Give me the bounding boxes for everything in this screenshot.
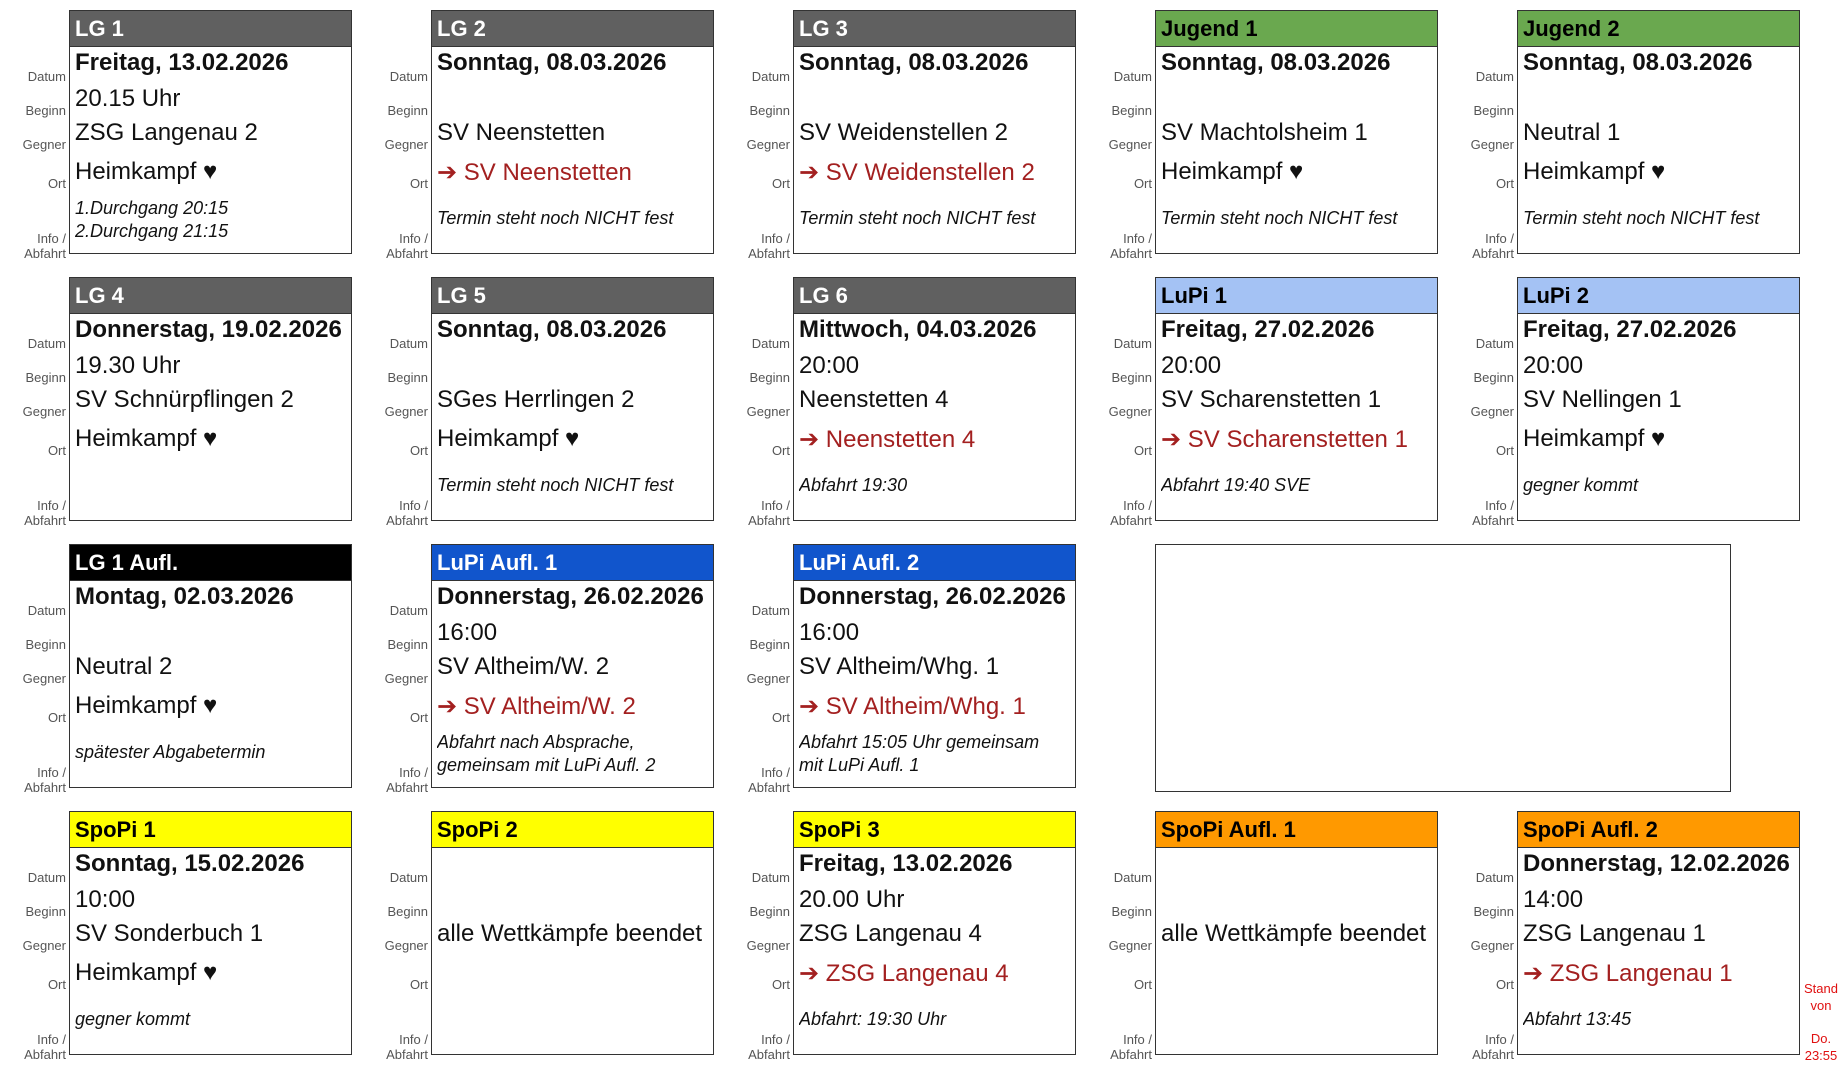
- label-beginn: Beginn: [749, 904, 790, 919]
- match-opponent: Neutral 2: [75, 653, 173, 680]
- match-opponent: Neutral 1: [1523, 119, 1621, 146]
- match-location: ➔ SV Scharenstetten 1: [1161, 426, 1408, 453]
- label-info: Info /: [761, 231, 790, 246]
- match-info-line: Termin steht noch NICHT fest: [437, 208, 674, 228]
- label-info: Info /: [399, 1032, 428, 1047]
- match-opponent: SV Nellingen 1: [1523, 386, 1682, 413]
- label-ort: Ort: [47, 977, 66, 992]
- team-header: SpoPi Aufl. 1: [1156, 812, 1437, 848]
- label-abfahrt: Abfahrt: [24, 513, 66, 528]
- label-info: Info /: [1123, 498, 1152, 513]
- match-date: Freitag, 27.02.2026: [1161, 316, 1375, 343]
- label-datum: Datum: [1475, 336, 1514, 351]
- team-header: LG 6: [794, 278, 1075, 314]
- match-cell: [1086, 10, 1448, 261]
- match-info-line: Abfahrt: 19:30 Uhr: [799, 1009, 947, 1029]
- match-card: [431, 10, 714, 254]
- match-card: [1517, 10, 1800, 254]
- label-gegner: Gegner: [384, 671, 428, 686]
- match-opponent: ZSG Langenau 2: [75, 119, 258, 146]
- match-date: Sonntag, 15.02.2026: [75, 850, 305, 877]
- match-info: [1523, 474, 1795, 497]
- match-cell: [1086, 811, 1448, 1062]
- label-beginn: Beginn: [1473, 103, 1514, 118]
- label-gegner: Gegner: [1470, 938, 1514, 953]
- match-info: [799, 207, 1071, 230]
- match-date: Montag, 02.03.2026: [75, 583, 294, 610]
- match-location: ➔ Neenstetten 4: [799, 426, 976, 453]
- label-gegner: Gegner: [384, 137, 428, 152]
- team-header: Jugend 1: [1156, 11, 1437, 47]
- label-abfahrt: Abfahrt: [1472, 246, 1514, 261]
- match-location: ➔ ZSG Langenau 4: [799, 960, 1009, 987]
- schedule-grid: [0, 10, 1800, 1075]
- match-info: [1523, 207, 1795, 230]
- match-card: [1155, 811, 1438, 1055]
- match-start: 16:00: [799, 619, 860, 646]
- match-opponent: SV Machtolsheim 1: [1161, 119, 1368, 146]
- match-card: [1517, 277, 1800, 521]
- match-cell: [1086, 277, 1448, 528]
- match-card: [793, 811, 1076, 1055]
- team-header: LuPi Aufl. 1: [432, 545, 713, 581]
- match-info-line: Abfahrt 13:45: [1523, 1009, 1632, 1029]
- label-datum: Datum: [1113, 336, 1152, 351]
- match-cell: [724, 544, 1086, 795]
- match-date: Freitag, 13.02.2026: [799, 850, 1013, 877]
- match-cell: [1448, 811, 1810, 1062]
- match-start: 19.30 Uhr: [75, 352, 181, 379]
- match-card: [1155, 10, 1438, 254]
- match-card: [793, 544, 1076, 788]
- label-info: Info /: [761, 1032, 790, 1047]
- label-beginn: Beginn: [1473, 904, 1514, 919]
- team-header: LuPi 1: [1156, 278, 1437, 314]
- match-cell: [362, 811, 724, 1062]
- label-abfahrt: Abfahrt: [1110, 513, 1152, 528]
- match-opponent: SV Weidenstellen 2: [799, 119, 1009, 146]
- label-beginn: Beginn: [749, 637, 790, 652]
- label-ort: Ort: [1495, 977, 1514, 992]
- label-info: Info /: [761, 498, 790, 513]
- team-header: LG 3: [794, 11, 1075, 47]
- label-ort: Ort: [409, 176, 428, 191]
- match-cell: [0, 10, 362, 261]
- label-gegner: Gegner: [22, 404, 66, 419]
- match-info: [437, 731, 709, 777]
- label-info: Info /: [399, 231, 428, 246]
- label-beginn: Beginn: [25, 370, 66, 385]
- label-info: Info /: [37, 231, 66, 246]
- match-cell: [724, 811, 1086, 1062]
- match-date: Donnerstag, 12.02.2026: [1523, 850, 1790, 877]
- match-start: 20:00: [1161, 352, 1222, 379]
- match-date: Donnerstag, 19.02.2026: [75, 316, 342, 343]
- match-cell: [0, 277, 362, 528]
- label-info: Info /: [37, 1032, 66, 1047]
- label-beginn: Beginn: [749, 103, 790, 118]
- match-start: 14:00: [1523, 886, 1584, 913]
- label-gegner: Gegner: [1470, 137, 1514, 152]
- match-location: Heimkampf ♥: [75, 692, 218, 719]
- label-abfahrt: Abfahrt: [748, 246, 790, 261]
- match-info-line: Abfahrt 19:30: [799, 475, 908, 495]
- stand-timestamp: [1799, 980, 1843, 1014]
- label-gegner: Gegner: [22, 671, 66, 686]
- label-gegner: Gegner: [1470, 404, 1514, 419]
- label-beginn: Beginn: [387, 637, 428, 652]
- match-start: 20.15 Uhr: [75, 85, 181, 112]
- match-card: [431, 811, 714, 1055]
- label-gegner: Gegner: [1108, 938, 1152, 953]
- label-gegner: Gegner: [384, 938, 428, 953]
- label-abfahrt: Abfahrt: [1472, 513, 1514, 528]
- label-ort: Ort: [1133, 443, 1152, 458]
- stand-clock: 23:55: [1804, 1048, 1838, 1063]
- match-info-line: 1.Durchgang 20:15: [75, 198, 229, 218]
- match-card: [1155, 277, 1438, 521]
- label-abfahrt: Abfahrt: [1110, 246, 1152, 261]
- label-beginn: Beginn: [1111, 370, 1152, 385]
- match-location: Heimkampf ♥: [437, 425, 580, 452]
- match-card: [431, 277, 714, 521]
- label-datum: Datum: [1475, 870, 1514, 885]
- match-opponent: ZSG Langenau 1: [1523, 920, 1706, 947]
- team-header: LuPi Aufl. 2: [794, 545, 1075, 581]
- match-opponent: SV Schnürpflingen 2: [75, 386, 294, 413]
- label-ort: Ort: [47, 176, 66, 191]
- match-opponent: alle Wettkämpfe beendet: [437, 920, 703, 947]
- stand-time: [1799, 1030, 1843, 1064]
- match-cell: [1448, 10, 1810, 261]
- label-info: Info /: [37, 498, 66, 513]
- label-gegner: Gegner: [746, 671, 790, 686]
- match-date: Sonntag, 08.03.2026: [799, 49, 1029, 76]
- match-card: [793, 277, 1076, 521]
- match-date: Freitag, 27.02.2026: [1523, 316, 1737, 343]
- label-datum: Datum: [751, 69, 790, 84]
- label-info: Info /: [1485, 498, 1514, 513]
- match-cell: [0, 811, 362, 1062]
- label-info: Info /: [399, 498, 428, 513]
- label-abfahrt: Abfahrt: [748, 1047, 790, 1062]
- label-abfahrt: Abfahrt: [386, 1047, 428, 1062]
- label-datum: Datum: [27, 870, 66, 885]
- match-card: [69, 277, 352, 521]
- match-location: ➔ ZSG Langenau 1: [1523, 960, 1733, 987]
- label-gegner: Gegner: [22, 137, 66, 152]
- match-cell: [0, 544, 362, 795]
- label-datum: Datum: [751, 336, 790, 351]
- match-info-line: Termin steht noch NICHT fest: [1523, 208, 1760, 228]
- label-abfahrt: Abfahrt: [748, 513, 790, 528]
- match-location: Heimkampf ♥: [1161, 158, 1304, 185]
- label-gegner: Gegner: [746, 938, 790, 953]
- team-header: SpoPi 2: [432, 812, 713, 848]
- match-opponent: SV Neenstetten: [437, 119, 606, 146]
- match-date: Sonntag, 08.03.2026: [437, 49, 667, 76]
- label-beginn: Beginn: [25, 637, 66, 652]
- label-beginn: Beginn: [749, 370, 790, 385]
- match-start: 20:00: [1523, 352, 1584, 379]
- match-cell: [362, 544, 724, 795]
- match-opponent: SV Scharenstetten 1: [1161, 386, 1382, 413]
- match-info: [799, 731, 1071, 777]
- match-location: Heimkampf ♥: [75, 158, 218, 185]
- match-card: [431, 544, 714, 788]
- team-header: LG 5: [432, 278, 713, 314]
- match-opponent: SV Altheim/Whg. 1: [799, 653, 1000, 680]
- label-beginn: Beginn: [25, 904, 66, 919]
- label-ort: Ort: [1133, 977, 1152, 992]
- match-info-line: gemeinsam mit LuPi Aufl. 2: [437, 755, 656, 775]
- label-datum: Datum: [27, 603, 66, 618]
- label-beginn: Beginn: [1111, 904, 1152, 919]
- label-datum: Datum: [27, 69, 66, 84]
- match-card: [69, 10, 352, 254]
- match-location: ➔ SV Altheim/Whg. 1: [799, 693, 1026, 720]
- match-date: Donnerstag, 26.02.2026: [437, 583, 704, 610]
- team-header: SpoPi Aufl. 2: [1518, 812, 1799, 848]
- match-opponent: SV Altheim/W. 2: [437, 653, 610, 680]
- label-gegner: Gegner: [1108, 404, 1152, 419]
- match-info-line: Termin steht noch NICHT fest: [437, 475, 674, 495]
- label-datum: Datum: [27, 336, 66, 351]
- label-abfahrt: Abfahrt: [1110, 1047, 1152, 1062]
- match-start: 20.00 Uhr: [799, 886, 905, 913]
- label-info: Info /: [761, 765, 790, 780]
- match-location: Heimkampf ♥: [75, 959, 218, 986]
- team-header: LG 1: [70, 11, 351, 47]
- match-info-line: gegner kommt: [1523, 475, 1639, 495]
- match-info: [1161, 207, 1433, 230]
- label-ort: Ort: [771, 176, 790, 191]
- label-info: Info /: [399, 765, 428, 780]
- empty-panel: [1155, 544, 1731, 792]
- label-abfahrt: Abfahrt: [24, 1047, 66, 1062]
- label-datum: Datum: [389, 69, 428, 84]
- match-info: [1523, 1008, 1795, 1031]
- label-abfahrt: Abfahrt: [386, 246, 428, 261]
- label-datum: Datum: [389, 603, 428, 618]
- team-header: LuPi 2: [1518, 278, 1799, 314]
- match-start: 20:00: [799, 352, 860, 379]
- label-datum: Datum: [751, 603, 790, 618]
- label-beginn: Beginn: [387, 370, 428, 385]
- match-date: Sonntag, 08.03.2026: [437, 316, 667, 343]
- label-ort: Ort: [47, 710, 66, 725]
- label-ort: Ort: [771, 977, 790, 992]
- match-info-line: Termin steht noch NICHT fest: [799, 208, 1036, 228]
- match-location: ➔ SV Altheim/W. 2: [437, 693, 636, 720]
- match-info: [75, 197, 347, 243]
- label-datum: Datum: [1113, 870, 1152, 885]
- match-info: [75, 1008, 347, 1031]
- match-card: [69, 811, 352, 1055]
- match-info: [75, 741, 347, 764]
- label-gegner: Gegner: [746, 137, 790, 152]
- label-info: Info /: [1485, 1032, 1514, 1047]
- label-gegner: Gegner: [22, 938, 66, 953]
- match-date: Sonntag, 08.03.2026: [1523, 49, 1753, 76]
- match-card: [69, 544, 352, 788]
- match-start: 10:00: [75, 886, 136, 913]
- match-opponent: SGes Herrlingen 2: [437, 386, 635, 413]
- match-opponent: SV Sonderbuch 1: [75, 920, 264, 947]
- label-beginn: Beginn: [387, 103, 428, 118]
- label-abfahrt: Abfahrt: [1472, 1047, 1514, 1062]
- match-cell: [724, 10, 1086, 261]
- label-ort: Ort: [409, 443, 428, 458]
- match-info-line: Abfahrt nach Absprache,: [437, 732, 635, 752]
- match-location: Heimkampf ♥: [75, 425, 218, 452]
- match-start: 16:00: [437, 619, 498, 646]
- label-datum: Datum: [1475, 69, 1514, 84]
- match-info: [799, 1008, 1071, 1031]
- match-info-line: Abfahrt 19:40 SVE: [1161, 475, 1311, 495]
- label-gegner: Gegner: [1108, 137, 1152, 152]
- team-header: LG 2: [432, 11, 713, 47]
- label-beginn: Beginn: [25, 103, 66, 118]
- match-cell: [362, 277, 724, 528]
- label-abfahrt: Abfahrt: [24, 246, 66, 261]
- match-opponent: Neenstetten 4: [799, 386, 949, 413]
- match-date: Mittwoch, 04.03.2026: [799, 316, 1037, 343]
- match-info: [437, 207, 709, 230]
- label-info: Info /: [37, 765, 66, 780]
- team-header: LG 4: [70, 278, 351, 314]
- match-date: Sonntag, 08.03.2026: [1161, 49, 1391, 76]
- match-location: Heimkampf ♥: [1523, 425, 1666, 452]
- label-gegner: Gegner: [384, 404, 428, 419]
- match-opponent: ZSG Langenau 4: [799, 920, 982, 947]
- match-info-line: spätester Abgabetermin: [75, 742, 266, 762]
- label-datum: Datum: [751, 870, 790, 885]
- label-info: Info /: [1123, 1032, 1152, 1047]
- label-info: Info /: [1123, 231, 1152, 246]
- match-info-line: Termin steht noch NICHT fest: [1161, 208, 1398, 228]
- label-abfahrt: Abfahrt: [748, 780, 790, 795]
- stand-day: Do.: [1810, 1031, 1832, 1046]
- match-info-line: gegner kommt: [75, 1009, 191, 1029]
- match-info: [799, 474, 1071, 497]
- label-abfahrt: Abfahrt: [386, 780, 428, 795]
- label-ort: Ort: [771, 443, 790, 458]
- match-info: [437, 474, 709, 497]
- label-ort: Ort: [771, 710, 790, 725]
- label-beginn: Beginn: [1111, 103, 1152, 118]
- match-cell: [724, 277, 1086, 528]
- team-header: SpoPi 3: [794, 812, 1075, 848]
- match-card: [793, 10, 1076, 254]
- label-gegner: Gegner: [746, 404, 790, 419]
- label-ort: Ort: [409, 977, 428, 992]
- match-info-line: 2.Durchgang 21:15: [75, 221, 229, 241]
- stand-label: Stand: [1804, 981, 1838, 996]
- stand-von-label: von: [1810, 998, 1832, 1013]
- label-ort: Ort: [47, 443, 66, 458]
- team-header: LG 1 Aufl.: [70, 545, 351, 581]
- match-cell: [1448, 277, 1810, 528]
- label-datum: Datum: [389, 870, 428, 885]
- label-info: Info /: [1485, 231, 1514, 246]
- match-location: Heimkampf ♥: [1523, 158, 1666, 185]
- label-abfahrt: Abfahrt: [24, 780, 66, 795]
- label-ort: Ort: [1495, 443, 1514, 458]
- team-header: Jugend 2: [1518, 11, 1799, 47]
- label-ort: Ort: [1495, 176, 1514, 191]
- match-card: [1517, 811, 1800, 1055]
- label-datum: Datum: [1113, 69, 1152, 84]
- label-ort: Ort: [1133, 176, 1152, 191]
- label-abfahrt: Abfahrt: [386, 513, 428, 528]
- match-location: ➔ SV Weidenstellen 2: [799, 159, 1035, 186]
- team-header: SpoPi 1: [70, 812, 351, 848]
- match-opponent: alle Wettkämpfe beendet: [1161, 920, 1427, 947]
- label-datum: Datum: [389, 336, 428, 351]
- match-location: ➔ SV Neenstetten: [437, 159, 632, 186]
- label-beginn: Beginn: [1473, 370, 1514, 385]
- match-cell: [362, 10, 724, 261]
- match-date: Donnerstag, 26.02.2026: [799, 583, 1066, 610]
- match-info-line: Abfahrt 15:05 Uhr gemeinsam: [799, 732, 1040, 752]
- label-beginn: Beginn: [387, 904, 428, 919]
- match-info-line: mit LuPi Aufl. 1: [799, 755, 920, 775]
- match-info: [1161, 474, 1433, 497]
- match-date: Freitag, 13.02.2026: [75, 49, 289, 76]
- label-ort: Ort: [409, 710, 428, 725]
